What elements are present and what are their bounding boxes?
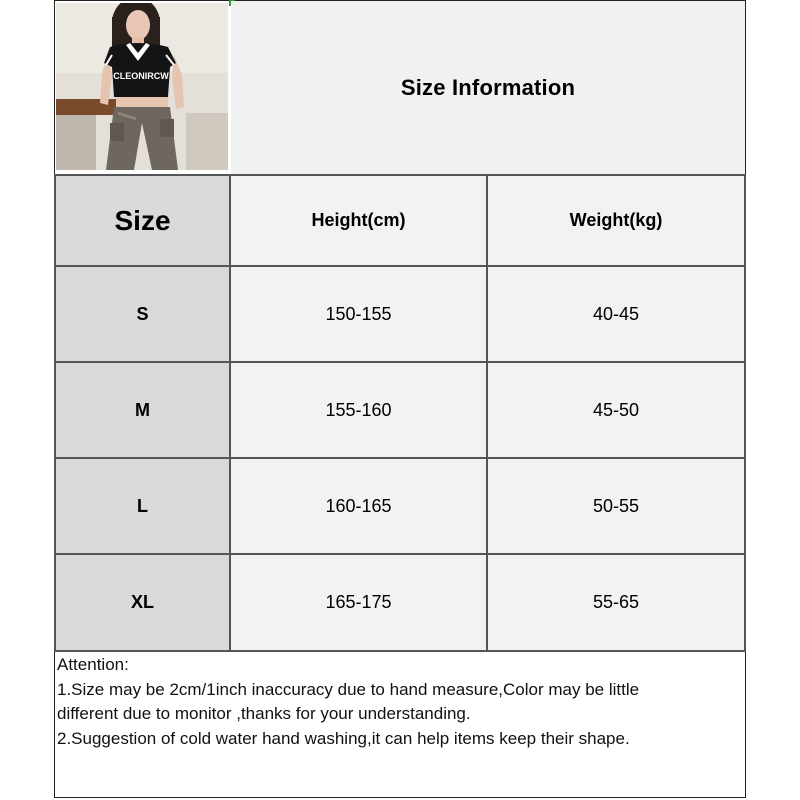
- model-illustration: [56, 3, 228, 170]
- size-label: M: [135, 399, 150, 420]
- weight-value: 50-55: [592, 495, 640, 516]
- table-row-weight-cell: [488, 267, 746, 363]
- table-row-height-cell: [231, 363, 488, 459]
- weight-value: 55-65: [592, 592, 640, 612]
- height-value: 150-155: [325, 303, 392, 324]
- table-row-size-cell: [54, 363, 231, 459]
- notes-heading: Attention:: [57, 655, 129, 674]
- size-table: [54, 174, 746, 652]
- product-photo: [56, 3, 228, 170]
- table-row-weight-cell: [488, 555, 746, 652]
- column-header-height-label: Height(cm): [311, 210, 406, 230]
- height-value: 160-165: [325, 495, 392, 516]
- attention-notes: [57, 653, 737, 751]
- column-header-size: [54, 174, 231, 267]
- table-row-size-cell: [54, 555, 231, 652]
- weight-value: 45-50: [592, 399, 640, 420]
- table-row-height-cell: [231, 555, 488, 652]
- table-row-height-cell: [231, 267, 488, 363]
- column-header-size-label: Size: [114, 204, 171, 236]
- height-value: 165-175: [325, 592, 392, 612]
- size-label: L: [137, 495, 148, 516]
- page-title: Size Information: [400, 74, 576, 100]
- table-row-height-cell: [231, 459, 488, 555]
- table-row-weight-cell: [488, 459, 746, 555]
- column-header-weight-label: Weight(kg): [569, 210, 663, 230]
- size-label: S: [136, 303, 149, 324]
- notes-line: 1.Size may be 2cm/1inch inaccuracy due to hand measure,Color may be little: [57, 679, 640, 699]
- shirt-print: CLEONIRCW: [113, 71, 169, 81]
- weight-value: 40-45: [592, 303, 640, 324]
- size-label: XL: [130, 592, 154, 612]
- column-header-weight: [488, 174, 746, 267]
- notes-line: different due to monitor ,thanks for your understanding.: [57, 704, 471, 723]
- header-cell: [231, 1, 745, 174]
- table-row-weight-cell: [488, 363, 746, 459]
- table-row-size-cell: [54, 459, 231, 555]
- column-header-height: [231, 174, 488, 267]
- table-row-size-cell: [54, 267, 231, 363]
- height-value: 155-160: [325, 399, 392, 420]
- notes-line: 2.Suggestion of cold water hand washing,it can help items keep their shape.: [57, 728, 630, 748]
